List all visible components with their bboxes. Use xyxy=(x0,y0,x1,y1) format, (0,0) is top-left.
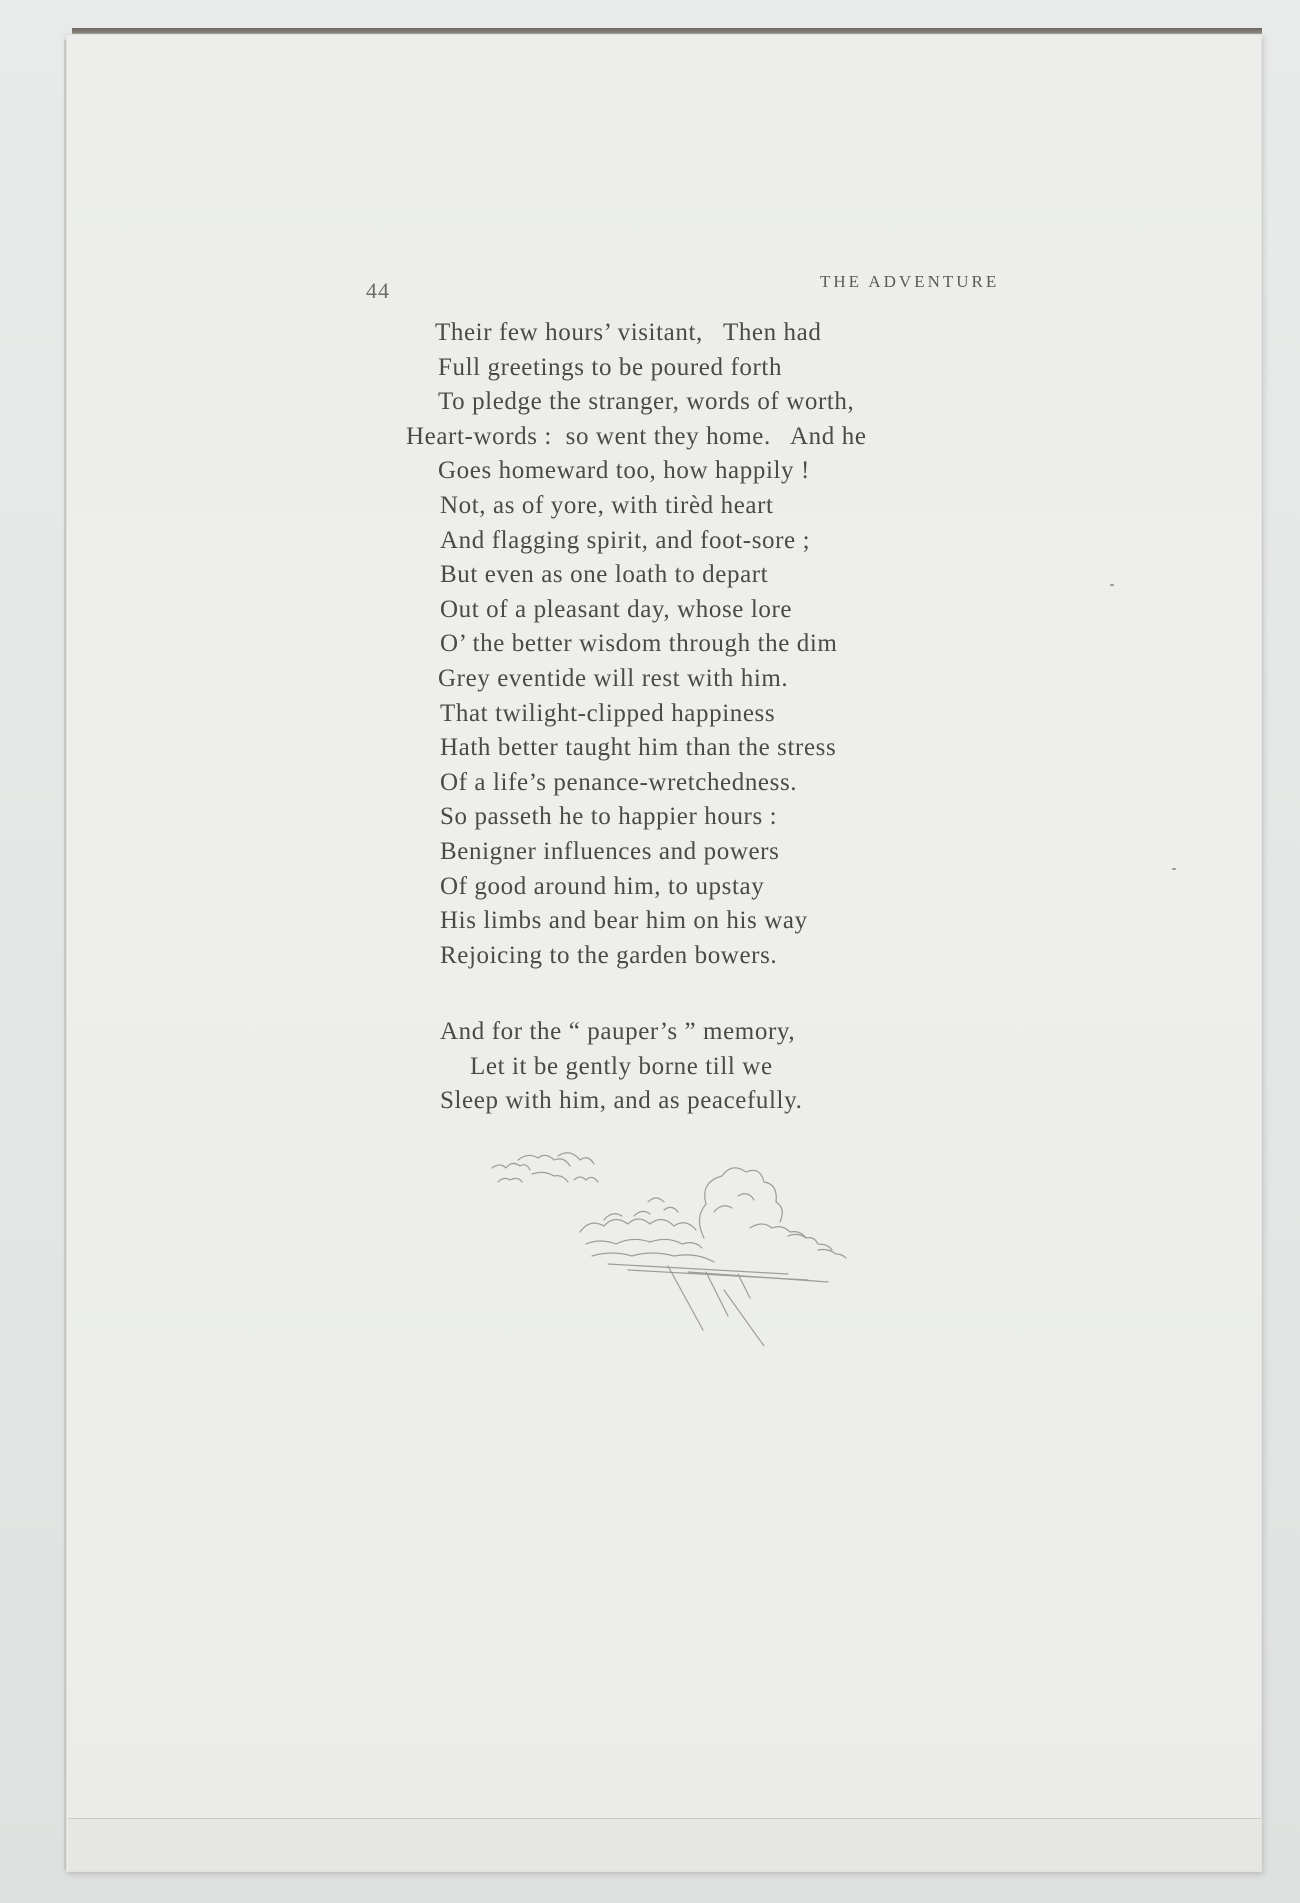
poem-line: Full greetings to be poured forth xyxy=(438,353,783,381)
poem-line: So passeth he to happier hours : xyxy=(440,803,778,831)
page-speck xyxy=(1172,868,1176,870)
running-head: THE ADVENTURE xyxy=(820,272,1000,291)
poem-line: But even as one loath to depart xyxy=(440,561,769,589)
poem-line: His limbs and bear him on his way xyxy=(440,907,808,935)
poem-line: Of a life’s penance-wretchedness. xyxy=(440,768,798,796)
poem-line: To pledge the stranger, words of worth, xyxy=(438,388,855,416)
poem-line: Out of a pleasant day, whose lore xyxy=(440,595,793,623)
sketch-clouds-icon xyxy=(488,1140,878,1346)
poem-line: O’ the better wisdom through the dim xyxy=(440,630,838,658)
poem-line: Rejoicing to the garden bowers. xyxy=(440,941,778,969)
poem-line: Let it be gently borne till we xyxy=(470,1052,773,1080)
poem-line: Heart-words : so went they home. And he xyxy=(406,422,867,450)
poem-line: Benigner influences and powers xyxy=(440,837,780,865)
poem xyxy=(406,316,1018,1119)
poem-line: Their few hours’ visitant, Then had xyxy=(435,319,822,346)
poem-line: And flagging spirit, and foot-sore ; xyxy=(440,526,811,554)
stanza-2 xyxy=(438,1015,1018,1119)
poem-line: That twilight-clipped happiness xyxy=(440,699,776,727)
page-number: 44 xyxy=(366,278,390,303)
poem-line: Hath better taught him than the stress xyxy=(440,734,837,762)
stanza-gap xyxy=(438,973,1018,1015)
poem-line: And for the “ pauper’s ” memory, xyxy=(440,1018,796,1046)
page-bottom-strip xyxy=(68,1818,1261,1871)
stanza-1 xyxy=(406,316,1018,973)
poem-line: Grey eventide will rest with him. xyxy=(438,664,789,692)
page-speck xyxy=(1110,584,1114,586)
poem-line: Not, as of yore, with tirèd heart xyxy=(440,491,774,519)
poem-line: Goes homeward too, how happily ! xyxy=(438,457,810,485)
poem-line: Of good around him, to upstay xyxy=(440,872,765,900)
poem-line: Sleep with him, and as peacefully. xyxy=(440,1087,803,1115)
